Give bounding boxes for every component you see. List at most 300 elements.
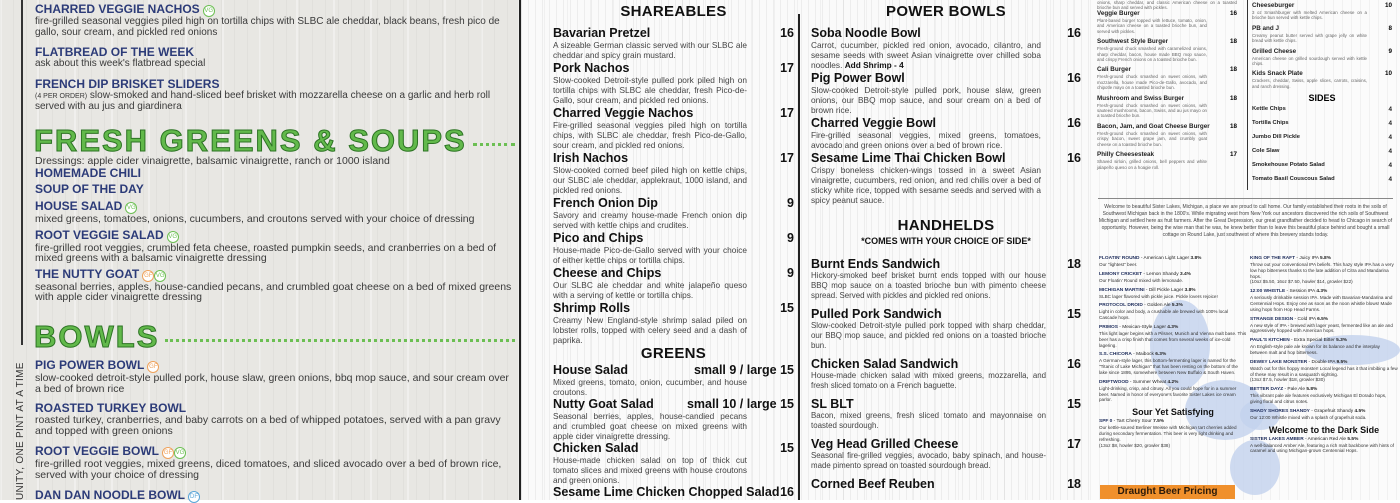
item-price: 16: [1229, 10, 1237, 17]
beer-list-right: [1250, 256, 1398, 458]
beer-style: - American Light Lager: [1140, 256, 1190, 261]
shareables-column: [553, 4, 794, 499]
item-description: Fresh-ground chuck smashed on sweet onions, with crispy bacon, sweet grape jam, and crumbly goat cheese on a toasted brioche bun.: [1097, 130, 1207, 147]
diet-badge-icon: DF: [188, 491, 200, 503]
item-title: Southwest Style Burger: [1097, 38, 1169, 46]
item-price: 17: [1067, 437, 1081, 451]
menu-item: [1097, 95, 1237, 119]
item-title: CHARRED VEGGIE NACHOS: [35, 2, 200, 16]
item-title: Bavarian Pretzel: [553, 26, 651, 40]
diet-badge-icon: GF: [147, 361, 159, 373]
item-title: SOUP OF THE DAY: [35, 182, 144, 196]
item-description: A sizeable German classic served with our SLBC ale cheddar and spicy grain mustard.: [553, 40, 747, 60]
item-price: 16: [1067, 116, 1081, 130]
menu-item: [35, 444, 515, 480]
item-description: Our SLBC ale cheddar and white jalapeño queso with a serving of kettle or tortilla chips.: [553, 280, 747, 300]
item-description: Hickory-smoked beef brisket burnt ends topped with our house BBQ mop sauce on a toasted brioche bun with pimento cheese spread. Served with pickles and pickled red onions.: [811, 271, 1046, 300]
item-description: Slow-cooked Detroit-style pulled pork, house slaw, green onions, our BBQ mop sauce, and sour cream on a bed of brown rice.: [811, 85, 1041, 115]
menu-item: [553, 266, 794, 300]
beer-style: - Mexican-Style Lager: [1118, 325, 1166, 330]
item-title: House Salad: [553, 363, 629, 377]
menu-item: [553, 363, 794, 397]
item-description: American cheese on grilled sourdough served with kettle chips.: [1252, 55, 1367, 67]
section-heading-power-bowls: POWER BOWLS: [886, 3, 1006, 20]
beer-style: - Juicy IPA: [1295, 256, 1319, 261]
beer-description: A well-balanced Amber Ale, featuring a rich malt backbone with hints of caramel and using Michigan-grown Centennial Hops.: [1250, 442, 1395, 454]
beer-description: Our Floatin' Round mixed with lemonade.: [1099, 277, 1184, 283]
beer-description: Our kettle-soured Berliner Weisse with Michigan tart cherries added during secondary fermentation. This beer is very light drinking and refreshing.: [1099, 425, 1237, 442]
menu-item: [35, 358, 515, 394]
food-menu-panel: [521, 0, 1090, 500]
section-heading-bowls: BOWLS: [34, 323, 515, 351]
side-item: [1252, 162, 1392, 169]
dark-side-heading: Welcome to the Dark Side: [1268, 424, 1380, 435]
beer-name: DEWEY LAKE MONSTER: [1250, 359, 1308, 365]
beer-style: - Grapefruit Shandy: [1310, 409, 1353, 414]
menu-item: [811, 71, 1081, 115]
item-title: HOUSE SALAD: [35, 199, 123, 213]
beer-abv: 9.5%: [1336, 359, 1348, 365]
bar-food-menu-panel: [0, 0, 521, 500]
item-price: 4: [1388, 162, 1392, 170]
beer-name: PROTOCOL DROID: [1099, 303, 1143, 309]
beer-abv: 5.8%: [1320, 256, 1331, 261]
item-description: House-made chicken salad with mixed greens, mozzarella, and fresh sliced tomato on a French baguette.: [811, 371, 1046, 390]
item-title: Kettle Chips: [1252, 106, 1286, 113]
beer-pricing: (13oz $7.5, howler $18, growler $30): [1250, 377, 1325, 383]
item-title: Soba Noodle Bowl: [811, 26, 921, 40]
menu-item: [1252, 2, 1392, 21]
beer-name: MICHIGAN MARTINI: [1099, 287, 1145, 293]
item-description: Fresh-ground chuck smashed on sweet onions, with sauteed mushrooms, bacon, Swiss, and au jus mayo on a toasted brioche bun.: [1097, 102, 1207, 119]
item-title: SL BLT: [811, 397, 854, 411]
menu-item: [553, 61, 794, 105]
beer-name: BETTER DAYZ: [1250, 387, 1284, 393]
menu-item: [35, 183, 515, 196]
beer-abv: 4.2%: [1167, 379, 1179, 385]
menu-item: [811, 397, 1081, 431]
item-title: Corned Beef Reuben: [811, 477, 935, 491]
item-price: 18: [1067, 477, 1081, 491]
beer-item: [1099, 325, 1247, 348]
beer-name: SPF 0: [1099, 419, 1113, 425]
beer-item: [1250, 387, 1398, 405]
item-price: 16: [1067, 151, 1081, 165]
menu-item: [553, 301, 794, 345]
item-title: Smokehouse Potato Salad: [1252, 162, 1325, 169]
item-price: 16: [780, 485, 794, 499]
item-description: Slow-cooked Detroit-style pulled pork topped with sharp cheddar, our BBQ mop sauce, and pickled red onions on a toasted brioche bun.: [811, 321, 1046, 350]
item-title: THE NUTTY GOAT: [35, 266, 140, 281]
item-title: French Onion Dip: [553, 196, 658, 210]
beer-abv: 3.8%: [1190, 256, 1202, 261]
item-description: fire-grilled seasonal veggies piled high on tortilla chips with SLBC ale cheddar, black beans, fresh pico de gallo, sour cream, and pickled red onions: [35, 16, 500, 38]
item-title: Chicken Salad: [553, 441, 639, 455]
menu-item: [553, 106, 794, 150]
item-description: Slow-cooked corned beef piled high on kettle chips, our SLBC ale cheddar, applekraut, 1000 island, and pickled red onions.: [553, 165, 747, 195]
beer-description: An English-style pale ale known for its balance and the interplay between malt and hop bitterness.: [1250, 344, 1380, 355]
item-price: 4: [1388, 120, 1392, 128]
draught-pricing-banner: Draught Beer Pricing: [1100, 485, 1235, 499]
side-item: [1252, 148, 1392, 155]
item-description: Crackers, cheddar, Swiss, apple slices, carrots, craisins, and ranch dressing.: [1252, 78, 1367, 89]
item-price: 9: [787, 231, 794, 245]
menu-item: [1097, 38, 1237, 62]
item-description: Slow-cooked Detroit-style pulled pork piled high on tortilla chips with SLBC ale cheddar, fresh Pico-de-Gallo, sour cream, and pickled red onions.: [553, 75, 747, 105]
beer-pricing: (13oz $8, howler $20, growler $38): [1099, 442, 1170, 448]
beer-description: Throw out your conventional IPA beliefs. This hazy style IPA has a very low hop bitterness thanks to the late addition of Citra and Mandarina hops.: [1250, 262, 1394, 279]
item-price: 17: [780, 106, 794, 120]
item-price: 4: [1388, 106, 1392, 114]
menu-item: [1097, 151, 1237, 170]
item-title: Veggie Burger: [1097, 10, 1140, 17]
item-description: Shaved sirloin, grilled onions, bell peppers and white jalapeño queso on a hoagie roll.: [1097, 159, 1207, 170]
menu-item: [811, 116, 1081, 150]
item-title: Philly Cheesesteak: [1097, 151, 1155, 159]
item-description: Seasonal fire-grilled veggies, avocado, baby spinach, and house-made pimento spread on toasted sourdough bread.: [811, 451, 1046, 470]
item-title: ROASTED TURKEY BOWL: [35, 401, 187, 415]
beer-name: LEMONY CRICKET: [1099, 271, 1143, 277]
item-title: Irish Nachos: [553, 151, 629, 165]
item-price: 17: [1229, 151, 1237, 159]
menu-item: [553, 441, 794, 485]
beer-abv: 5.3%: [1171, 303, 1183, 309]
beer-style: - American Red Ale: [1304, 437, 1346, 442]
beer-style: - Maibock: [1132, 352, 1154, 357]
side-item: [1252, 120, 1392, 127]
menu-item: [553, 26, 794, 60]
dotted-rule: [473, 143, 515, 146]
menu-item: [35, 2, 515, 38]
item-description: fire-grilled root veggies, crumbled feta cheese, roasted pumpkin seeds, and cranberries on a bed of mixed greens with a balsamic vinaigrette dressing: [35, 241, 497, 264]
item-price: 15: [1067, 397, 1081, 411]
item-price: 16: [1067, 71, 1081, 85]
section-heading-handhelds: HANDHELDS: [897, 217, 995, 234]
item-title: ROOT VEGGIE BOWL: [35, 444, 160, 458]
menu-item: [35, 78, 515, 113]
item-description: Seasonal berries, apples, house-candied pecans and crumbled goat cheese on mixed greens with apple cider vinaigrette dressing.: [553, 411, 747, 441]
menu-item: [811, 307, 1081, 351]
item-title: Grilled Cheese: [1252, 47, 1297, 55]
diet-badge-icon: GF: [142, 270, 154, 282]
item-price: 18: [1229, 94, 1237, 102]
beer-abv: 3.4%: [1179, 271, 1191, 277]
menu-item: [811, 257, 1081, 301]
menu-item: [553, 397, 794, 441]
beer-pricing: (10oz $5.50, 16oz $7.50, howler $14, growler $22): [1250, 279, 1353, 285]
menu-item: [35, 199, 515, 225]
beer-abv: 4.5%: [1354, 408, 1366, 414]
item-title: Cole Slaw: [1252, 148, 1280, 155]
diet-badge-icon: GF: [162, 447, 174, 459]
item-description: House-made chicken salad on top of thick cut tomato slices and mixed greens with house croutons and green onions.: [553, 455, 747, 485]
beer-description: A new style of IPA - brewed with lager yeast, fermented like an ale and aggressively hopped with American hops.: [1250, 322, 1393, 334]
beer-list-left: [1099, 256, 1247, 452]
item-title: Chicken Salad Sandwich: [811, 357, 959, 371]
side-item: [1252, 134, 1392, 141]
beer-style: - Summer Wheat: [1129, 380, 1167, 385]
diet-badge-icon: VG: [154, 270, 166, 282]
beer-abv: 5.3%: [1336, 338, 1348, 344]
beer-item: [1099, 288, 1247, 300]
kids-sides-column: [1252, 2, 1392, 190]
beer-item: [1099, 352, 1247, 375]
beer-item: [1099, 380, 1247, 403]
item-description: Creamy New England-style shrimp salad piled on lobster rolls, topped with celery seed and a dash of paprika.: [553, 315, 747, 345]
item-description: roasted turkey, cranberries, and baby carrots on a bed of whipped potatoes, served with a pan gravy and topped with green onions: [35, 414, 501, 437]
beer-name: 12:00 WHISTLE: [1250, 289, 1286, 295]
beer-item: [1250, 409, 1398, 421]
item-price: 18: [1229, 38, 1237, 46]
greens-list: [35, 167, 515, 303]
beer-abv: 4.3%: [1167, 324, 1179, 330]
item-addon: Add Shrimp - 4: [844, 60, 904, 70]
beer-abv: 5.5%: [1347, 436, 1359, 442]
item-title: PIG POWER BOWL: [35, 358, 145, 372]
item-title: Pulled Pork Sandwich: [811, 307, 942, 321]
item-price: 18: [1229, 122, 1237, 130]
item-title: FRENCH DIP BRISKET SLIDERS: [35, 76, 220, 91]
beer-description: Light-drinking, crisp, and citrusy. All you could hope for in a summer beer. Named in honor of everyone's favorite Sister Lakes ice cream parlor.: [1099, 385, 1237, 403]
appetizer-list: [35, 2, 515, 113]
item-description: Mixed greens, tomato, onion, cucumber, and house croutons.: [553, 377, 747, 397]
beer-name: DRIFTWOOD: [1099, 379, 1129, 385]
item-description: mixed greens, tomatoes, onions, cucumbers, and croutons served with your choice of dressing: [35, 213, 475, 225]
item-description: seasonal berries, apples, house-candied pecans, and crumbled goat cheese on a bed of mixed greens with apple cider vinaigrette dressing: [35, 280, 512, 303]
beer-name: PAUL'S KITCHEN: [1250, 338, 1290, 344]
menu-item: [811, 26, 1081, 70]
item-title: Tomato Basil Couscous Salad: [1252, 176, 1335, 183]
side-item: [1252, 176, 1392, 183]
burgers-column: [1097, 0, 1237, 174]
menu-item: [553, 151, 794, 195]
item-title: ROOT VEGGIE SALAD: [35, 227, 164, 242]
item-price: 16: [1067, 26, 1081, 40]
menu-item: [553, 485, 794, 499]
item-price: 10: [1384, 70, 1392, 78]
item-price: 16: [780, 26, 794, 40]
beer-description: Light in color and body, a crushable ale brewed with 100% local Cascade hops.: [1099, 309, 1229, 321]
item-description: Savory and creamy house-made French onion dip served with kettle chips and crudites.: [553, 210, 747, 230]
item-title: Sesame Lime Chicken Chopped Salad: [553, 485, 780, 499]
menu-item: [811, 151, 1081, 205]
dotted-rule: [165, 339, 515, 342]
menu-item: [1097, 10, 1237, 34]
menu-item: [553, 231, 794, 265]
item-title: Mushroom and Swiss Burger: [1097, 94, 1185, 102]
cut-off-description: onions, sharp cheddar, and classic American cheese on a toasted brioche bun and served with pickles.: [1097, 0, 1237, 10]
menu-item: [1252, 48, 1392, 67]
side-item: [1252, 106, 1392, 113]
item-price: 18: [1229, 66, 1237, 74]
item-price: 4: [1388, 134, 1392, 142]
item-price: 15: [780, 301, 794, 315]
beer-name: S.S. CHICORA: [1099, 352, 1132, 358]
menu-item: [811, 477, 1081, 491]
item-description: Crispy boneless chicken-wings tossed in a sweet Asian vinaigrette, cucumbers, red onion, and red chilis over a bed of sticky white rice, topped with sesame seeds and served with a spicy peanut sauce.: [811, 165, 1041, 205]
beer-abv: 6.5%: [1317, 316, 1329, 322]
beer-item: [1250, 256, 1398, 285]
menu-item: [1097, 123, 1237, 147]
menu-item: [1252, 25, 1392, 44]
menu-item: [35, 167, 515, 180]
beer-description: This vibrant pale ale features exclusively Michigan El Dorado hops, giving floral and citrus notes.: [1250, 393, 1387, 404]
item-description: Fresh-ground chuck smashed with caramelized onions, sharp cheddar, bacon, house made BBQ mop sauce, and crispy French onions on a toasted brioche bun.: [1097, 46, 1207, 63]
dressings-note: Dressings: apple cider vinaigrette, balsamic vinaigrette, ranch or 1000 island: [35, 155, 390, 167]
beer-item: [1099, 303, 1247, 321]
handhelds-subheading: *COMES WITH YOUR CHOICE OF SIDE*: [861, 236, 1031, 246]
item-price: 4: [1388, 148, 1392, 156]
item-title: FLATBREAD OF THE WEEK: [35, 45, 195, 59]
item-price: 8: [1388, 24, 1392, 32]
vertical-tagline: UNITY, ONE PINT AT A TIME: [15, 362, 26, 500]
item-description: Bacon, mixed greens, fresh sliced tomato and mayonnaise on toasted sourdough.: [811, 411, 1046, 430]
beer-item: [1250, 437, 1398, 455]
item-description: Creamy peanut butter served with grape jelly on white bread with kettle chips.: [1252, 32, 1367, 44]
beer-name: PRIMOS: [1099, 324, 1118, 330]
beer-description: A German-style lager, this bottom-fermenting lager is named for the "Titanic of Lake Michigan" that has been resting on the bottom of the lake since 1895, somewhere between New Buffalo & South Haven.: [1099, 358, 1238, 375]
item-description: Plant-based burger topped with lettuce, tomato, onion, and American cheese on a toasted brioche bun, and served with pickles.: [1097, 18, 1207, 34]
section-heading-sides: SIDES: [1308, 93, 1336, 104]
beer-name: STRANGE DESIGN: [1250, 316, 1294, 322]
item-title: Cali Burger: [1097, 66, 1131, 74]
item-price: small 9 / large 15: [693, 363, 794, 377]
item-title: Pork Nachos: [553, 61, 630, 75]
item-description: slow-cooked detroit-style pulled pork, house slaw, green onions, bbq mop sauce, and sour cream over a bed of brown rice: [35, 372, 509, 395]
item-title: Kids Snack Plate: [1252, 70, 1303, 78]
item-title: Burnt Ends Sandwich: [811, 257, 941, 271]
section-heading-greens: FRESH GREENS & SOUPS: [34, 127, 515, 155]
beer-item: [1099, 256, 1247, 268]
beer-item: [1250, 360, 1398, 383]
item-price: 9: [787, 196, 794, 210]
item-price: 15: [780, 441, 794, 455]
beer-abv: 7.5%: [1153, 419, 1164, 425]
item-title: Bacon, Jam, and Goat Cheese Burger: [1097, 122, 1210, 130]
item-portion: (4 PER ORDER): [35, 92, 88, 100]
beer-description: Our "lightest" beer.: [1099, 262, 1138, 267]
menu-item: [811, 357, 1081, 391]
menu-item: [35, 267, 515, 303]
divider-line: [21, 0, 23, 345]
item-description: Fire-grilled seasonal veggies piled high on tortilla chips, with SLBC ale cheddar, fresh Pico-de-Gallo, sour cream, and pickled red onions.: [553, 120, 747, 150]
section-heading-shareables: SHAREABLES: [620, 3, 727, 20]
burgers-and-beer-panel: [1090, 0, 1400, 500]
item-price: small 10 / large 15: [686, 397, 794, 411]
item-description: ask about this week's flatbread special: [35, 58, 206, 69]
item-description: 3 oz Smashburger with melted American cheese on a brioche bun served with kettle chips.: [1252, 10, 1367, 21]
beer-name: FLOATIN' ROUND: [1099, 256, 1140, 261]
beer-style: - Dill Pickle Lager: [1145, 288, 1184, 293]
menu-item: [35, 228, 515, 264]
beer-style: - Pale Ale: [1283, 387, 1305, 392]
item-price: 10: [1384, 2, 1392, 9]
beer-style: - Double IPA: [1307, 360, 1335, 365]
item-title: Cheese and Chips: [553, 266, 662, 280]
beer-name: SISTER LAKES AMBER: [1250, 436, 1304, 442]
item-title: Charred Veggie Bowl: [811, 116, 937, 130]
beer-abv: 4.3%: [1316, 289, 1328, 295]
menu-item: [1097, 66, 1237, 90]
item-price: 4: [1388, 176, 1392, 184]
beer-style: - Tart Cherry Sour: [1112, 419, 1151, 424]
beer-description: Watch out for this hoppy monster! Local legend has it that imbibing a few of these may result in a sasquatch sighting.: [1250, 365, 1398, 377]
item-description: Carrot, cucumber, pickled red onion, avocado, cilantro, and sesame seeds with sweet Asian vinaigrette over chilled soba noodles.: [811, 40, 1041, 70]
item-title: Pico and Chips: [553, 231, 644, 245]
sour-heading: Sour Yet Satisfying: [1132, 407, 1214, 418]
item-description: Fire-grilled seasonal veggies, mixed greens, tomatoes, avocado and green onions over a bed of brown rice.: [811, 130, 1041, 150]
item-price: 18: [1067, 257, 1081, 271]
beer-item: [1250, 338, 1398, 356]
beer-abv: 3.8%: [1184, 287, 1196, 293]
diet-badge-icon: VG: [167, 231, 179, 243]
item-title: Sesame Lime Thai Chicken Bowl: [811, 151, 1006, 165]
item-price: 15: [1067, 307, 1081, 321]
beer-item: [1099, 419, 1247, 448]
beer-abv: 6.3%: [1155, 352, 1167, 358]
beer-item: [1250, 289, 1398, 312]
beer-style: - Session IPA: [1285, 289, 1315, 294]
beer-name: KING OF THE RAFT: [1250, 256, 1296, 261]
menu-column: [35, 2, 515, 503]
beer-item: [1250, 317, 1398, 335]
item-description: Fresh-ground chuck smashed on sweet onions, with mozzarella, house made Pico-de-Gallo, avocado, and chipotle mayo on a toasted brioche bun.: [1097, 74, 1207, 91]
menu-item: [35, 402, 515, 436]
item-price: 17: [780, 151, 794, 165]
diet-badge-icon: VG: [174, 447, 186, 459]
beer-item: [1099, 272, 1247, 284]
item-title: Pig Power Bowl: [811, 71, 905, 85]
item-title: Tortilla Chips: [1252, 120, 1289, 127]
beer-description: SLBC lager flavored with pickle juice. Pickle lovers rejoice!: [1099, 293, 1218, 299]
item-title: Cheeseburger: [1252, 2, 1295, 9]
beer-description: This light lager begins with a Pilsner, Munich and Vienna malt base. This beer has a crisp finish that comes from several weeks of ice-cold lagering.: [1099, 330, 1247, 348]
item-title: Nutty Goat Salad: [553, 397, 654, 411]
item-price: 17: [780, 61, 794, 75]
column-divider: [798, 14, 800, 500]
brewery-story: Welcome to beautiful Sister Lakes, Michigan, a place we are proud to call home. Our family established their roots in the soils of Southwest Michigan back in the 1800's. While migrating west from New York our ancestors discovered the rich soils of Southwest Michigan and settled here as fruit farmers. After the Great Depression, our great grandfather decided to head to Chicago in search of opportunity. However, being the wise man that he was, he knew better than to leave this beautiful place behind and bought a small cottage on Round Lake, just southwest of where this brewery stands today.: [1098, 198, 1393, 239]
item-description: fire-grilled root veggies, mixed greens, diced tomatoes, and sliced avocado over a bed of brown rice, served with your choice of dressing: [35, 458, 502, 481]
beer-style: - Lemon Shandy: [1142, 272, 1179, 277]
item-description: House-made Pico-de-Gallo served with your choice of either kettle chips or tortilla chips.: [553, 245, 747, 265]
menu-item: [811, 437, 1081, 471]
beer-abv: 5.8%: [1306, 387, 1318, 393]
beer-description: Our 12:00 Whistle mixed with a splash of grapefruit soda.: [1250, 414, 1367, 420]
menu-item: [35, 488, 515, 503]
item-title: Veg Head Grilled Cheese: [811, 437, 959, 451]
diet-badge-icon: VG: [125, 202, 137, 214]
item-title: HOMEMADE CHILI: [35, 166, 141, 180]
item-title: PB and J: [1252, 24, 1279, 32]
bowls-list: [35, 358, 515, 503]
beer-description: A seriously drinkable session IPA. Made with Bavarian-Mandarina and Centennial Hops. Enjoy one as soon as the noon whistle blows! Made using hops from Hop Head Farms.: [1250, 295, 1393, 312]
beer-name: SHADY SHORES SHANDY: [1250, 408, 1310, 414]
item-description: slow-smoked and hand-sliced beef brisket with mozzarella cheese on a garlic and herb roll served with au jus and giardinera: [35, 89, 491, 112]
item-title: Jumbo Dill Pickle: [1252, 134, 1300, 141]
item-title: Charred Veggie Nachos: [553, 106, 694, 120]
column-divider: [1247, 0, 1248, 190]
beer-style: - Extra Special Bitter: [1290, 338, 1335, 343]
beer-style: - Golden Ale: [1143, 303, 1171, 308]
section-heading-greens: GREENS: [640, 345, 707, 362]
menu-item: [1252, 70, 1392, 89]
bowls-handhelds-column: [811, 4, 1081, 491]
beer-style: - Cold IPA: [1293, 317, 1316, 322]
menu-item: [35, 46, 515, 70]
item-price: 16: [1067, 357, 1081, 371]
item-price: 9: [787, 266, 794, 280]
item-title: DAN DAN NOODLE BOWL: [35, 488, 185, 502]
